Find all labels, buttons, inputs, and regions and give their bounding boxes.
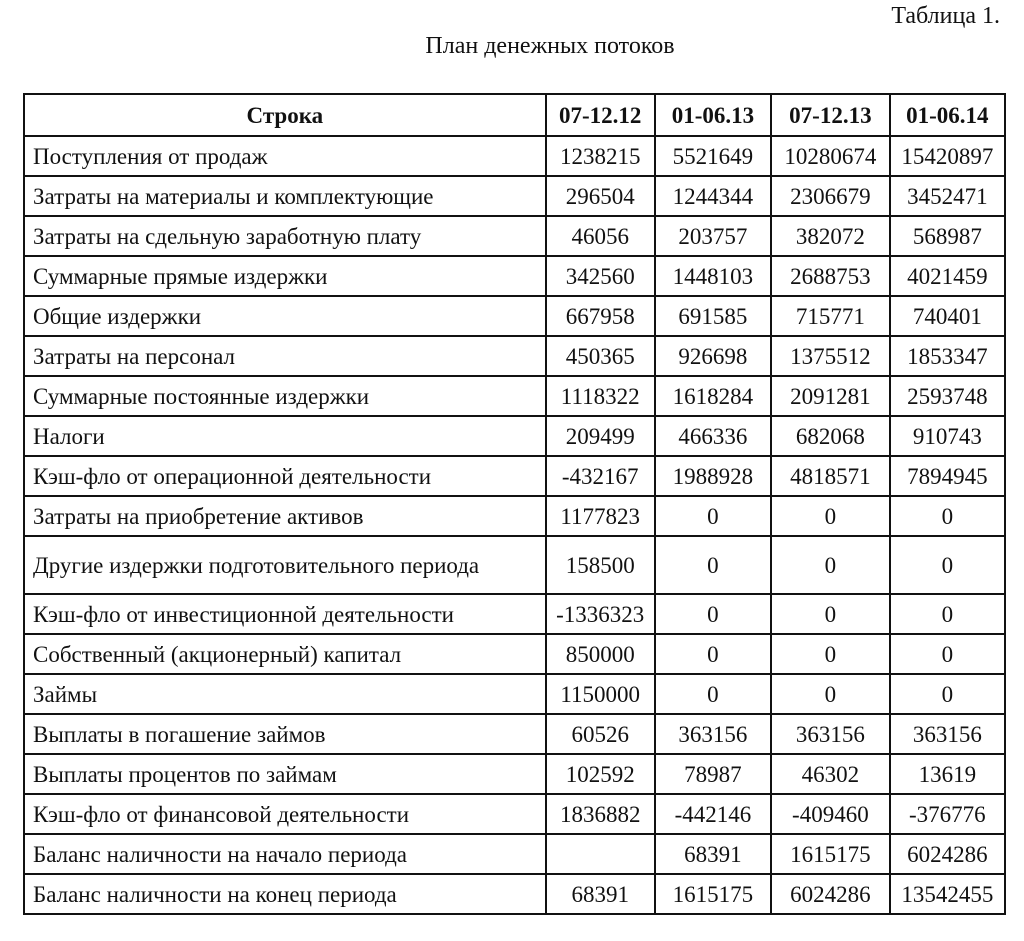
row-label: Другие издержки подготовительного периода xyxy=(24,536,546,594)
table-row xyxy=(24,536,1005,594)
value-cell: 0 xyxy=(890,594,1005,634)
header-cell-row-name: Строка xyxy=(24,94,546,136)
value-cell: 1615175 xyxy=(771,834,890,874)
value-cell: 1448103 xyxy=(655,256,771,296)
table-row xyxy=(24,714,1005,754)
value-cell: 4021459 xyxy=(890,256,1005,296)
value-cell: 0 xyxy=(771,496,890,536)
table-row xyxy=(24,216,1005,256)
value-cell: 13542455 xyxy=(890,874,1005,914)
value-cell: 0 xyxy=(655,594,771,634)
table-row xyxy=(24,296,1005,336)
value-cell: 13619 xyxy=(890,754,1005,794)
value-cell: 5521649 xyxy=(655,136,771,176)
row-label: Выплаты в погашение займов xyxy=(24,714,546,754)
row-label: Затраты на персонал xyxy=(24,336,546,376)
value-cell: 78987 xyxy=(655,754,771,794)
value-cell: -442146 xyxy=(655,794,771,834)
value-cell: 1988928 xyxy=(655,456,771,496)
value-cell: 363156 xyxy=(771,714,890,754)
value-cell: 450365 xyxy=(546,336,655,376)
table-row xyxy=(24,594,1005,634)
header-cell-period: 07-12.13 xyxy=(771,94,890,136)
value-cell: 0 xyxy=(771,634,890,674)
table-row xyxy=(24,794,1005,834)
value-cell: 1375512 xyxy=(771,336,890,376)
value-cell: 1615175 xyxy=(655,874,771,914)
value-cell: 363156 xyxy=(890,714,1005,754)
value-cell: 1618284 xyxy=(655,376,771,416)
value-cell: 910743 xyxy=(890,416,1005,456)
value-cell: 0 xyxy=(655,634,771,674)
row-label: Баланс наличности на конец периода xyxy=(24,874,546,914)
value-cell: 667958 xyxy=(546,296,655,336)
value-cell: 46302 xyxy=(771,754,890,794)
row-label: Поступления от продаж xyxy=(24,136,546,176)
value-cell: 60526 xyxy=(546,714,655,754)
value-cell xyxy=(546,834,655,874)
value-cell: 6024286 xyxy=(890,834,1005,874)
header-cell-period: 01-06.14 xyxy=(890,94,1005,136)
table-row xyxy=(24,674,1005,714)
value-cell: 3452471 xyxy=(890,176,1005,216)
value-cell: 6024286 xyxy=(771,874,890,914)
table-row xyxy=(24,416,1005,456)
value-cell: 2091281 xyxy=(771,376,890,416)
header-cell-period: 01-06.13 xyxy=(655,94,771,136)
value-cell: 0 xyxy=(771,536,890,594)
value-cell: 0 xyxy=(655,536,771,594)
value-cell: 850000 xyxy=(546,634,655,674)
value-cell: 2306679 xyxy=(771,176,890,216)
value-cell: 2593748 xyxy=(890,376,1005,416)
value-cell: 2688753 xyxy=(771,256,890,296)
value-cell: 15420897 xyxy=(890,136,1005,176)
row-label: Общие издержки xyxy=(24,296,546,336)
row-label: Выплаты процентов по займам xyxy=(24,754,546,794)
table-title: План денежных потоков xyxy=(425,33,675,59)
row-label: Собственный (акционерный) капитал xyxy=(24,634,546,674)
value-cell: 7894945 xyxy=(890,456,1005,496)
table-row xyxy=(24,754,1005,794)
value-cell: 1244344 xyxy=(655,176,771,216)
table-row xyxy=(24,136,1005,176)
row-label: Суммарные постоянные издержки xyxy=(24,376,546,416)
value-cell: 0 xyxy=(890,496,1005,536)
value-cell: 4818571 xyxy=(771,456,890,496)
value-cell: 740401 xyxy=(890,296,1005,336)
row-label: Затраты на материалы и комплектующие xyxy=(24,176,546,216)
table-row xyxy=(24,834,1005,874)
value-cell: 1150000 xyxy=(546,674,655,714)
value-cell: 102592 xyxy=(546,754,655,794)
value-cell: 1836882 xyxy=(546,794,655,834)
table-number: Таблица 1. xyxy=(891,3,1000,29)
row-label: Налоги xyxy=(24,416,546,456)
header-cell-period: 07-12.12 xyxy=(546,94,655,136)
cash-flow-table xyxy=(23,93,1006,915)
value-cell: 0 xyxy=(890,536,1005,594)
row-label: Затраты на приобретение активов xyxy=(24,496,546,536)
row-label: Займы xyxy=(24,674,546,714)
value-cell: 158500 xyxy=(546,536,655,594)
value-cell: -1336323 xyxy=(546,594,655,634)
table-row xyxy=(24,256,1005,296)
value-cell: 10280674 xyxy=(771,136,890,176)
table-row xyxy=(24,176,1005,216)
table-row xyxy=(24,874,1005,914)
table-row xyxy=(24,336,1005,376)
table-body xyxy=(24,136,1005,914)
value-cell: 466336 xyxy=(655,416,771,456)
value-cell: 1238215 xyxy=(546,136,655,176)
table-row xyxy=(24,496,1005,536)
value-cell: 68391 xyxy=(546,874,655,914)
value-cell: 342560 xyxy=(546,256,655,296)
value-cell: 363156 xyxy=(655,714,771,754)
value-cell: 1853347 xyxy=(890,336,1005,376)
value-cell: 1177823 xyxy=(546,496,655,536)
value-cell: 203757 xyxy=(655,216,771,256)
value-cell: 209499 xyxy=(546,416,655,456)
value-cell: 926698 xyxy=(655,336,771,376)
value-cell: 568987 xyxy=(890,216,1005,256)
value-cell: 715771 xyxy=(771,296,890,336)
value-cell: -376776 xyxy=(890,794,1005,834)
value-cell: 0 xyxy=(655,674,771,714)
value-cell: 691585 xyxy=(655,296,771,336)
row-label: Кэш-фло от финансовой деятельности xyxy=(24,794,546,834)
value-cell: 296504 xyxy=(546,176,655,216)
value-cell: -432167 xyxy=(546,456,655,496)
value-cell: 1118322 xyxy=(546,376,655,416)
value-cell: 0 xyxy=(771,594,890,634)
value-cell: 0 xyxy=(771,674,890,714)
row-label: Кэш-фло от инвестиционной деятельности xyxy=(24,594,546,634)
value-cell: 682068 xyxy=(771,416,890,456)
table-row xyxy=(24,376,1005,416)
value-cell: 0 xyxy=(890,674,1005,714)
table-row xyxy=(24,456,1005,496)
value-cell: -409460 xyxy=(771,794,890,834)
row-label: Затраты на сдельную заработную плату xyxy=(24,216,546,256)
value-cell: 68391 xyxy=(655,834,771,874)
value-cell: 0 xyxy=(655,496,771,536)
table-row xyxy=(24,634,1005,674)
value-cell: 46056 xyxy=(546,216,655,256)
row-label: Кэш-фло от операционной деятельности xyxy=(24,456,546,496)
value-cell: 382072 xyxy=(771,216,890,256)
value-cell: 0 xyxy=(890,634,1005,674)
row-label: Суммарные прямые издержки xyxy=(24,256,546,296)
row-label: Баланс наличности на начало периода xyxy=(24,834,546,874)
header-row xyxy=(24,94,1005,136)
